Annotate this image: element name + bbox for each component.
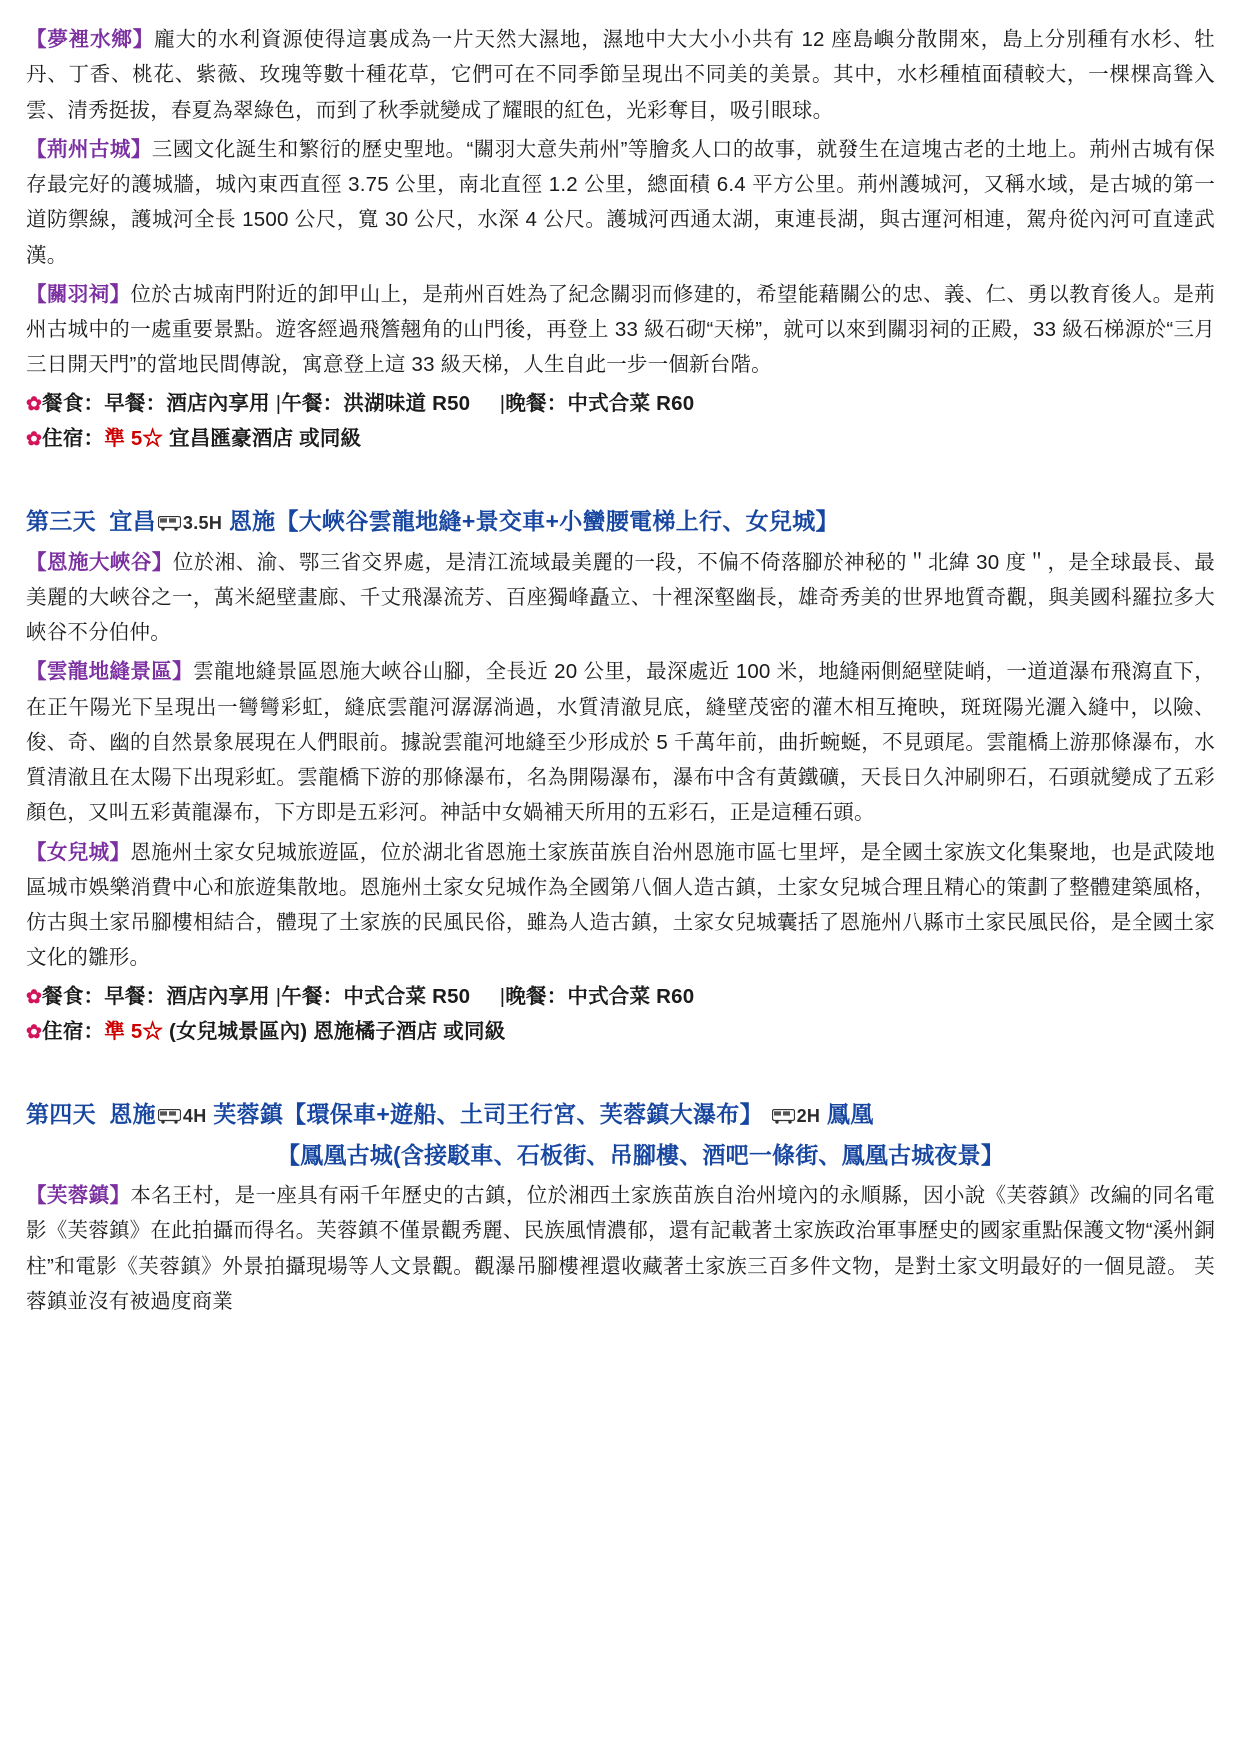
separator: | (499, 984, 506, 1008)
flower-icon: ✿ (26, 429, 43, 451)
section-spacer (26, 1051, 1215, 1097)
hotel-label: 住宿： (42, 427, 105, 451)
section-tag: 【芙蓉鎮】 (26, 1184, 131, 1208)
section-body: 本名王村，是一座具有兩千年歷史的古鎮，位於湘西土家族苗族自治州境內的永順縣，因小說《芙蓉鎮》改編的同名電影《芙蓉鎮》在此拍攝而得名。芙蓉鎮不僅景觀秀麗、民族風情濃郁，還有記載著土家族政治軍事歷史的國家重點保護文物“溪州銅柱”和電影《芙蓉鎮》外景拍攝現場等人文景觀。觀瀑吊腳樓裡還收藏著土家族三百多件文物，是對土家文明最好的一個見證。 芙蓉鎮並沒有被過度商業 (26, 1184, 1215, 1313)
paragraph-nverc-heng (26, 835, 1215, 976)
day4-itinerary-1: 【環保車+遊船、土司王行宮、芙蓉鎮大瀑布】 (283, 1101, 763, 1128)
section-body: 雲龍地縫景區恩施大峽谷山腳，全長近 20 公里，最深處近 100 米，地縫兩側絕壁陡峭，一道道瀑布飛瀉直下，在正午陽光下呈現出一彎彎彩虹，縫底雲龍河潺潺淌過，水質清澈見底，縫壁茂密的灌木相互掩映，斑斑陽光灑入縫中，以險、俊、奇、幽的自然景象展現在人們眼前。據說雲龍河地縫至少形成於 5 千萬年前，曲折蜿蜒，不見頭尾。雲龍橋上游那條瀑布，水質清澈且在太陽下出現彩虹。雲龍橋下游的那條瀑布，名為開陽瀑布，瀑布中含有黃鐵礦，天長日久沖刷卵石，石頭就變成了五彩顏色，又叫五彩黃龍瀑布，下方即是五彩河。神話中女媧補天所用的五彩石，正是這種石頭。 (26, 660, 1215, 825)
day4-heading-line2 (26, 1138, 1215, 1173)
day4-from: 恩施 (109, 1101, 156, 1128)
section-tag: 【夢裡水鄉】 (26, 28, 155, 51)
separator: | (275, 391, 282, 415)
day3-to: 恩施 (228, 508, 276, 535)
section-spacer (26, 458, 1215, 504)
day3-itinerary: 【大峽谷雲龍地縫+景交車+小蠻腰電梯上行、女兒城】 (275, 508, 839, 535)
paragraph-yunlong-difeng (26, 654, 1215, 830)
paragraph-furong-zhen (26, 1178, 1215, 1319)
day4-itinerary-2: 【鳳凰古城(含接駁車、石板街、吊腳樓、酒吧一條街、鳳凰古城夜景】 (276, 1141, 1005, 1168)
day4-label: 第四天 (26, 1101, 96, 1128)
section-tag: 【荊州古城】 (26, 137, 152, 161)
section-body: 三國文化誕生和繁衍的歷史聖地。“關羽大意失荊州”等膾炙人口的故事，就發生在這塊古老的土地上。荊州古城有保存最完好的護城牆，城內東西直徑 3.75 公里，南北直徑 1.2 公里，總面積 6.4 平方公里。荊州護城河，又稱水域，是古城的第一道防禦線，護城河全長 1500 公尺，寬 30 公尺，水深 4 公尺。護城河西通太湖，東連長湖，與古運河相連，駕舟從內河可直達武漢。 (26, 137, 1215, 267)
day4-mid: 芙蓉鎮 (213, 1101, 284, 1128)
day3-hotel (26, 1015, 1215, 1049)
paragraph-guanyu-ci (26, 277, 1215, 383)
hotel-stars: 準 5☆ (104, 1020, 164, 1044)
breakfast: 早餐：酒店內享用 (104, 391, 270, 415)
flower-icon: ✿ (26, 986, 43, 1008)
flower-icon: ✿ (26, 393, 43, 415)
section-tag: 【關羽祠】 (26, 282, 131, 306)
lunch: 午餐：洪湖味道 R50 (281, 391, 471, 415)
day2-meals (26, 387, 1215, 421)
day3-meals (26, 980, 1215, 1014)
bus-icon (772, 1109, 795, 1124)
section-tag: 【恩施大峽谷】 (26, 550, 173, 574)
separator: | (275, 984, 282, 1008)
section-body: 恩施州土家女兒城旅遊區，位於湖北省恩施土家族苗族自治州恩施市區七里坪，是全國土家族文化集聚地，也是武陵地區城市娛樂消費中心和旅遊集散地。恩施州土家女兒城作為全國第八個人造古鎮，土家女兒城合理且精心的策劃了整體建築風格，仿古與土家吊腳樓相結合，體現了土家族的民風民俗，雖為人造古鎮，土家女兒城囊括了恩施州八縣市土家民風民俗，是全國土家文化的雛形。 (26, 840, 1215, 970)
paragraph-enshi-daxiagu (26, 545, 1215, 651)
day4-heading (26, 1097, 1215, 1132)
day3-from: 宜昌 (109, 508, 156, 535)
bus-icon (158, 516, 181, 531)
section-tag: 【雲龍地縫景區】 (26, 660, 194, 684)
breakfast: 早餐：酒店內享用 (104, 984, 270, 1008)
day2-hotel (26, 422, 1215, 456)
meals-label: 餐食： (42, 984, 105, 1008)
paragraph-mengli-shuixiang (26, 22, 1215, 128)
dinner: 晚餐：中式合菜 R60 (505, 391, 695, 415)
section-body: 龐大的水利資源使得這裏成為一片天然大濕地，濕地中大大小小共有 12 座島嶼分散開來，島上分別種有水杉、牡丹、丁香、桃花、紫薇、玫瑰等數十種花草，它們可在不同季節呈現出不同美的美景。其中，水杉種植面積較大，一棵棵高聳入雲、清秀挺拔，春夏為翠綠色，而到了秋季就變成了耀眼的紅色，光彩奪目，吸引眼球。 (26, 28, 1216, 122)
hotel-label: 住宿： (42, 1020, 105, 1044)
section-tag: 【女兒城】 (26, 840, 131, 864)
flower-icon: ✿ (26, 1022, 43, 1044)
hotel-stars: 準 5☆ (104, 427, 164, 451)
hotel-name: 宜昌匯豪酒店 或同級 (169, 427, 362, 451)
day3-label: 第三天 (26, 508, 96, 535)
section-body: 位於古城南門附近的卸甲山上，是荊州百姓為了紀念關羽而修建的，希望能藉關公的忠、義、仁、勇以教育後人。是荊州古城中的一處重要景點。遊客經過飛簷翹角的山門後，再登上 33 級石砌“天梯”，就可以來到關羽祠的正殿，33 級石梯源於“三月三日開天門”的當地民間傳說，寓意登上這 33 級天梯，人生自此一步一個新台階。 (26, 282, 1215, 377)
day4-transit-hours-1: 4H (182, 1106, 207, 1127)
section-body: 位於湘、渝、鄂三省交界處，是清江流域最美麗的一段，不偏不倚落腳於神秘的＂北緯 30 度＂，是全球最長、最美麗的大峽谷之一，萬米絕壁畫廊、千丈飛瀑流芳、百座獨峰矗立、十裡深壑幽長，雄奇秀美的世界地質奇觀，與美國科羅拉多大峽谷不分伯仲。 (26, 550, 1215, 645)
paragraph-jingzhou-gucheng (26, 132, 1215, 273)
meals-label: 餐食： (42, 391, 105, 415)
dinner: 晚餐：中式合菜 R60 (505, 984, 695, 1008)
day3-heading (26, 504, 1215, 539)
separator: | (499, 391, 506, 415)
lunch: 午餐：中式合菜 R50 (281, 984, 471, 1008)
bus-icon (158, 1109, 181, 1124)
day4-transit-hours-2: 2H (796, 1106, 821, 1127)
day3-transit-hours: 3.5H (182, 513, 223, 534)
hotel-name: (女兒城景區內) 恩施橘子酒店 或同級 (169, 1020, 506, 1044)
day4-to: 鳳凰 (826, 1101, 874, 1128)
